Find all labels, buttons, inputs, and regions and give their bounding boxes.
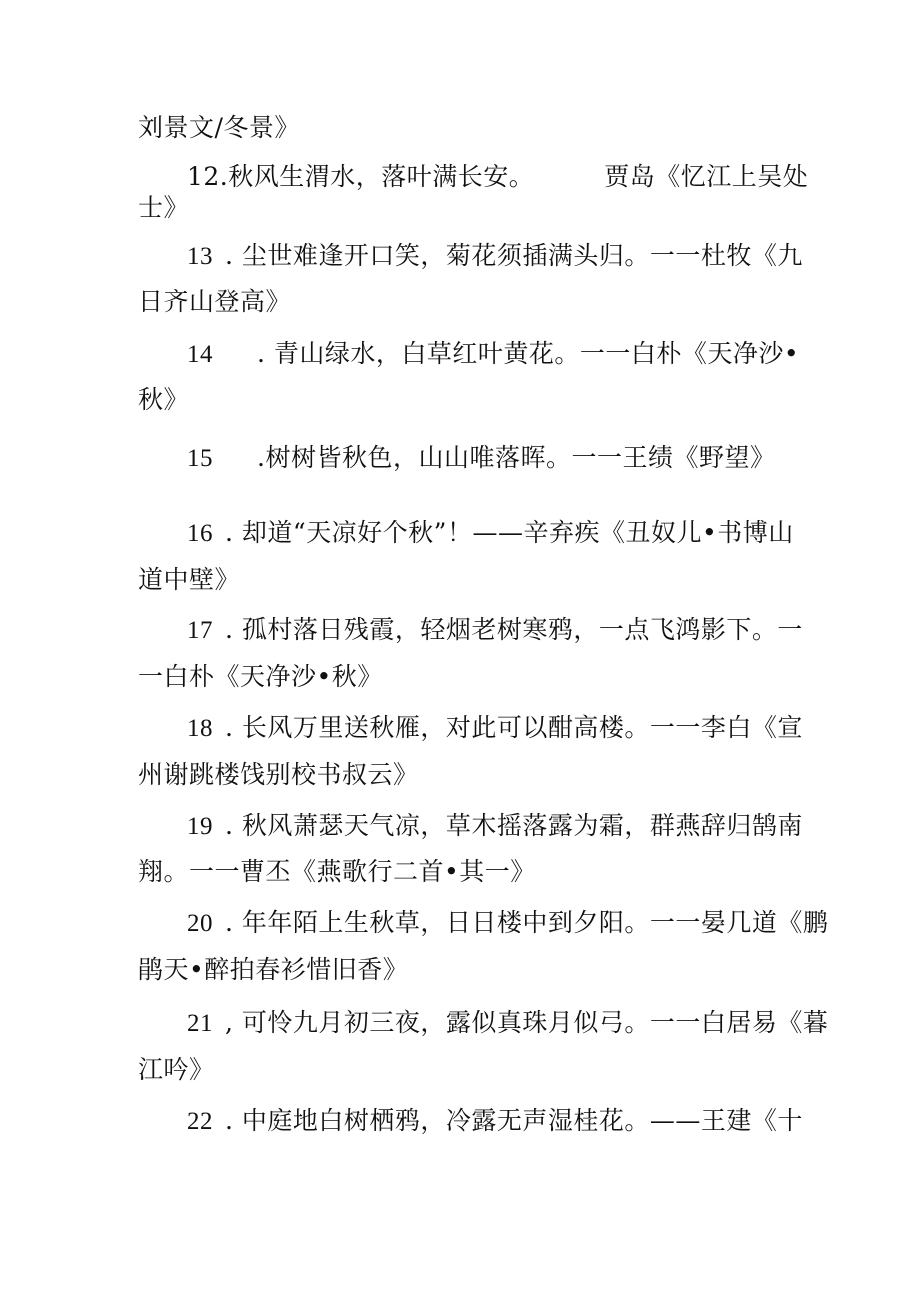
entry-number: 20 xyxy=(187,910,213,937)
text-fragment: . 却道“天凉好个秋”！——辛弃疾《丑奴儿•书博山 xyxy=(225,518,794,547)
poem-entry-21 xyxy=(187,1008,829,1039)
poem-entry-12-cont xyxy=(138,193,788,223)
text-fragment: .树树皆秋色，山山唯落晖。一一王绩《野望》 xyxy=(257,443,776,472)
text-fragment: 日齐山登高》 xyxy=(138,287,292,316)
text-fragment: 12.秋风生渭水，落叶满长安。 xyxy=(187,162,535,191)
text-fragment: . 孤村落日残霞，轻烟老树寒鸦，一点飞鸿影下。一 xyxy=(225,615,803,644)
poem-entry-18-cont xyxy=(138,760,788,790)
poem-entry-12 xyxy=(187,162,809,192)
entry-number: 17 xyxy=(187,617,213,644)
entry-number: 16 xyxy=(187,520,213,547)
text-fragment: . 青山绿水，白草红叶黄花。一一白朴《天净沙• xyxy=(257,339,800,368)
poem-entry-16-cont xyxy=(138,565,788,595)
text-fragment: . 尘世难逢开口笑，菊花须插满头归。一一杜牧《九 xyxy=(225,241,803,270)
text-fragment: . 中庭地白树栖鸦，冷露无声湿桂花。——王建《十 xyxy=(225,1106,803,1135)
poem-entry-13 xyxy=(187,241,803,272)
entry-number: 22 xyxy=(187,1108,213,1135)
poem-entry-15 xyxy=(187,443,787,474)
text-fragment: , 可怜九月初三夜，露似真珠月似弓。一一白居易《暮 xyxy=(225,1008,829,1037)
text-fragment: 士》 xyxy=(138,193,190,222)
entry-number: 15 xyxy=(187,445,213,472)
text-fragment: 鹃天•醉拍春衫惜旧香》 xyxy=(138,955,409,984)
entry-number: 21 xyxy=(187,1010,213,1037)
text-fragment: 刘景文/冬景》 xyxy=(138,113,300,142)
poem-entry-20-cont xyxy=(138,955,788,985)
text-fragment: 江吟》 xyxy=(138,1055,215,1084)
text-fragment: . 秋风萧瑟天气凉，草木摇落露为霜，群燕辞归鹄南 xyxy=(225,811,803,840)
text-fragment: 一白朴《天净沙•秋》 xyxy=(138,662,383,691)
poem-entry-14 xyxy=(187,339,800,370)
poem-entry-17-cont xyxy=(138,662,788,692)
poem-entry-17 xyxy=(187,615,803,646)
poem-entry-21-cont xyxy=(138,1055,788,1085)
poem-entry-19 xyxy=(187,811,803,842)
text-fragment: . 长风万里送秋雁，对此可以酣高楼。一一李白《宣 xyxy=(225,713,803,742)
entry-number: 13 xyxy=(187,243,213,270)
poem-entry-19-cont xyxy=(138,857,788,887)
text-fragment: 翔。一一曹丕《燕歌行二首•其一》 xyxy=(138,857,536,886)
entry-number: 19 xyxy=(187,813,213,840)
poem-entry-22 xyxy=(187,1106,803,1137)
poem-entry-16 xyxy=(187,518,794,549)
poem-entry-18 xyxy=(187,713,803,744)
text-fragment: 秋》 xyxy=(138,385,190,414)
entry-number: 14 xyxy=(187,341,213,368)
poem-entry-20 xyxy=(187,908,829,939)
poem-entry-14-cont xyxy=(138,385,788,415)
poem-entry-13-cont xyxy=(138,287,788,317)
entry-number: 18 xyxy=(187,715,213,742)
text-fragment: . 年年陌上生秋草，日日楼中到夕阳。一一晏几道《鹏 xyxy=(225,908,829,937)
text-line-continuation xyxy=(138,113,788,143)
text-fragment: 贾岛《忆江上吴处 xyxy=(604,162,809,191)
text-fragment: 州谢跳楼饯别校书叔云》 xyxy=(138,760,419,789)
text-fragment: 道中壁》 xyxy=(138,565,241,594)
